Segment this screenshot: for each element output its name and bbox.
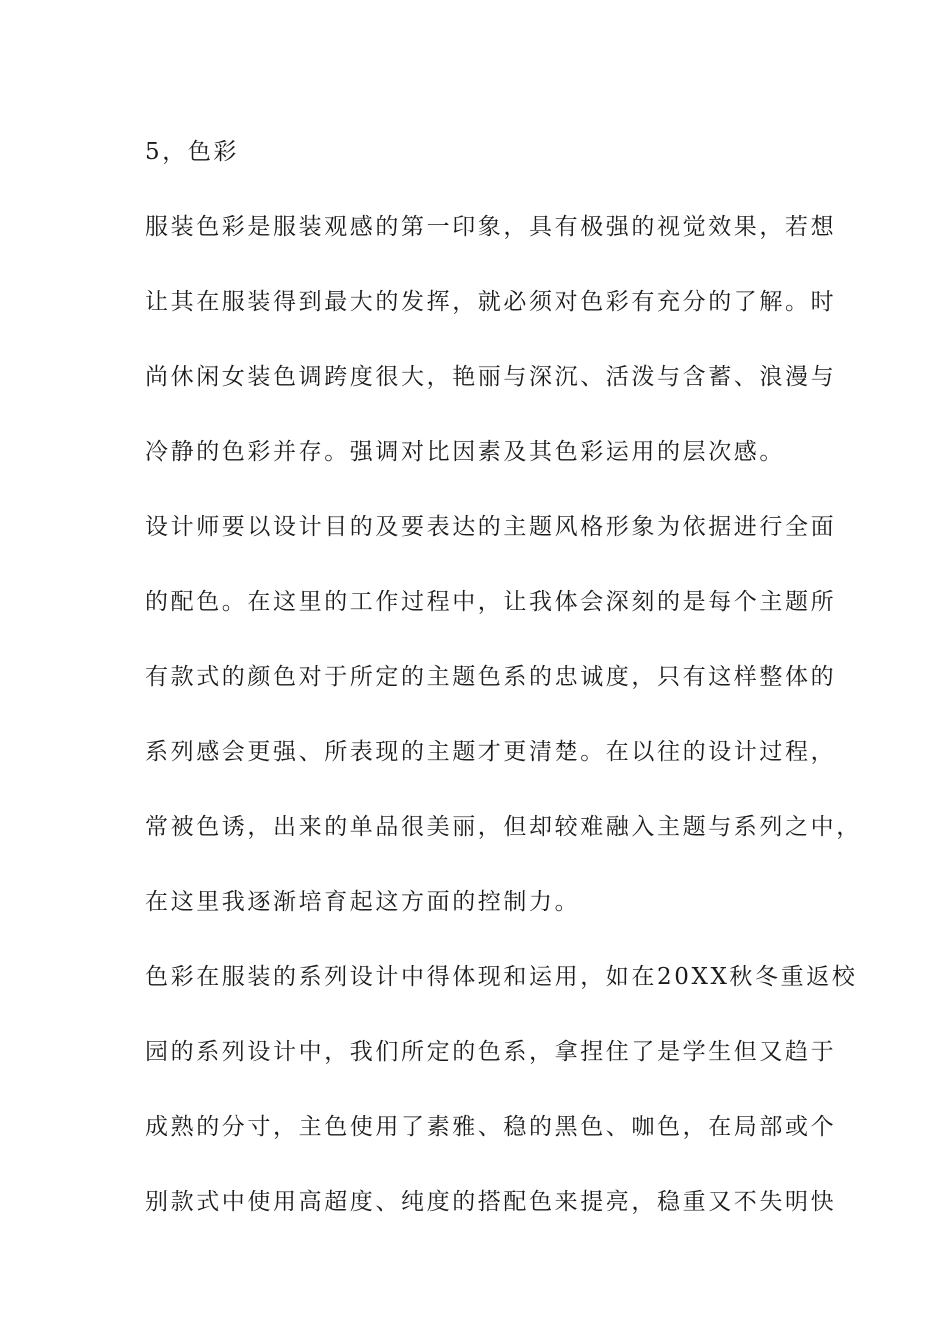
text-line: 别款式中使用高超度、纯度的搭配色来提亮，稳重又不失明快 [145, 1189, 837, 1215]
text-line: 的配色。在这里的工作过程中，让我体会深刻的是每个主题所 [145, 589, 837, 615]
section-heading: 5，色彩 [145, 139, 240, 165]
text-line: 色彩在服装的系列设计中得体现和运用，如在20XX秋冬重返校 [145, 964, 858, 990]
text-line: 尚休闲女装色调跨度很大，艳丽与深沉、活泼与含蓄、浪漫与 [145, 364, 837, 390]
text-line: 冷静的色彩并存。强调对比因素及其色彩运用的层次感。 [145, 439, 785, 465]
text-line: 成熟的分寸，主色使用了素雅、稳的黑色、咖色，在局部或个 [145, 1114, 837, 1140]
text-line: 有款式的颜色对于所定的主题色系的忠诚度，只有这样整体的 [145, 664, 837, 690]
text-line: 服装色彩是服装观感的第一印象，具有极强的视觉效果，若想 [145, 214, 837, 240]
text-line: 常被色诱，出来的单品很美丽，但却较难融入主题与系列之中， [145, 814, 862, 840]
text-line: 设计师要以设计目的及要表达的主题风格形象为依据进行全面 [145, 514, 837, 540]
text-line: 让其在服装得到最大的发挥，就必须对色彩有充分的了解。时 [145, 289, 837, 315]
text-line: 在这里我逐渐培育起这方面的控制力。 [145, 889, 581, 915]
text-line: 系列感会更强、所表现的主题才更清楚。在以往的设计过程， [145, 739, 837, 765]
text-line: 园的系列设计中，我们所定的色系，拿捏住了是学生但又趋于 [145, 1039, 837, 1065]
